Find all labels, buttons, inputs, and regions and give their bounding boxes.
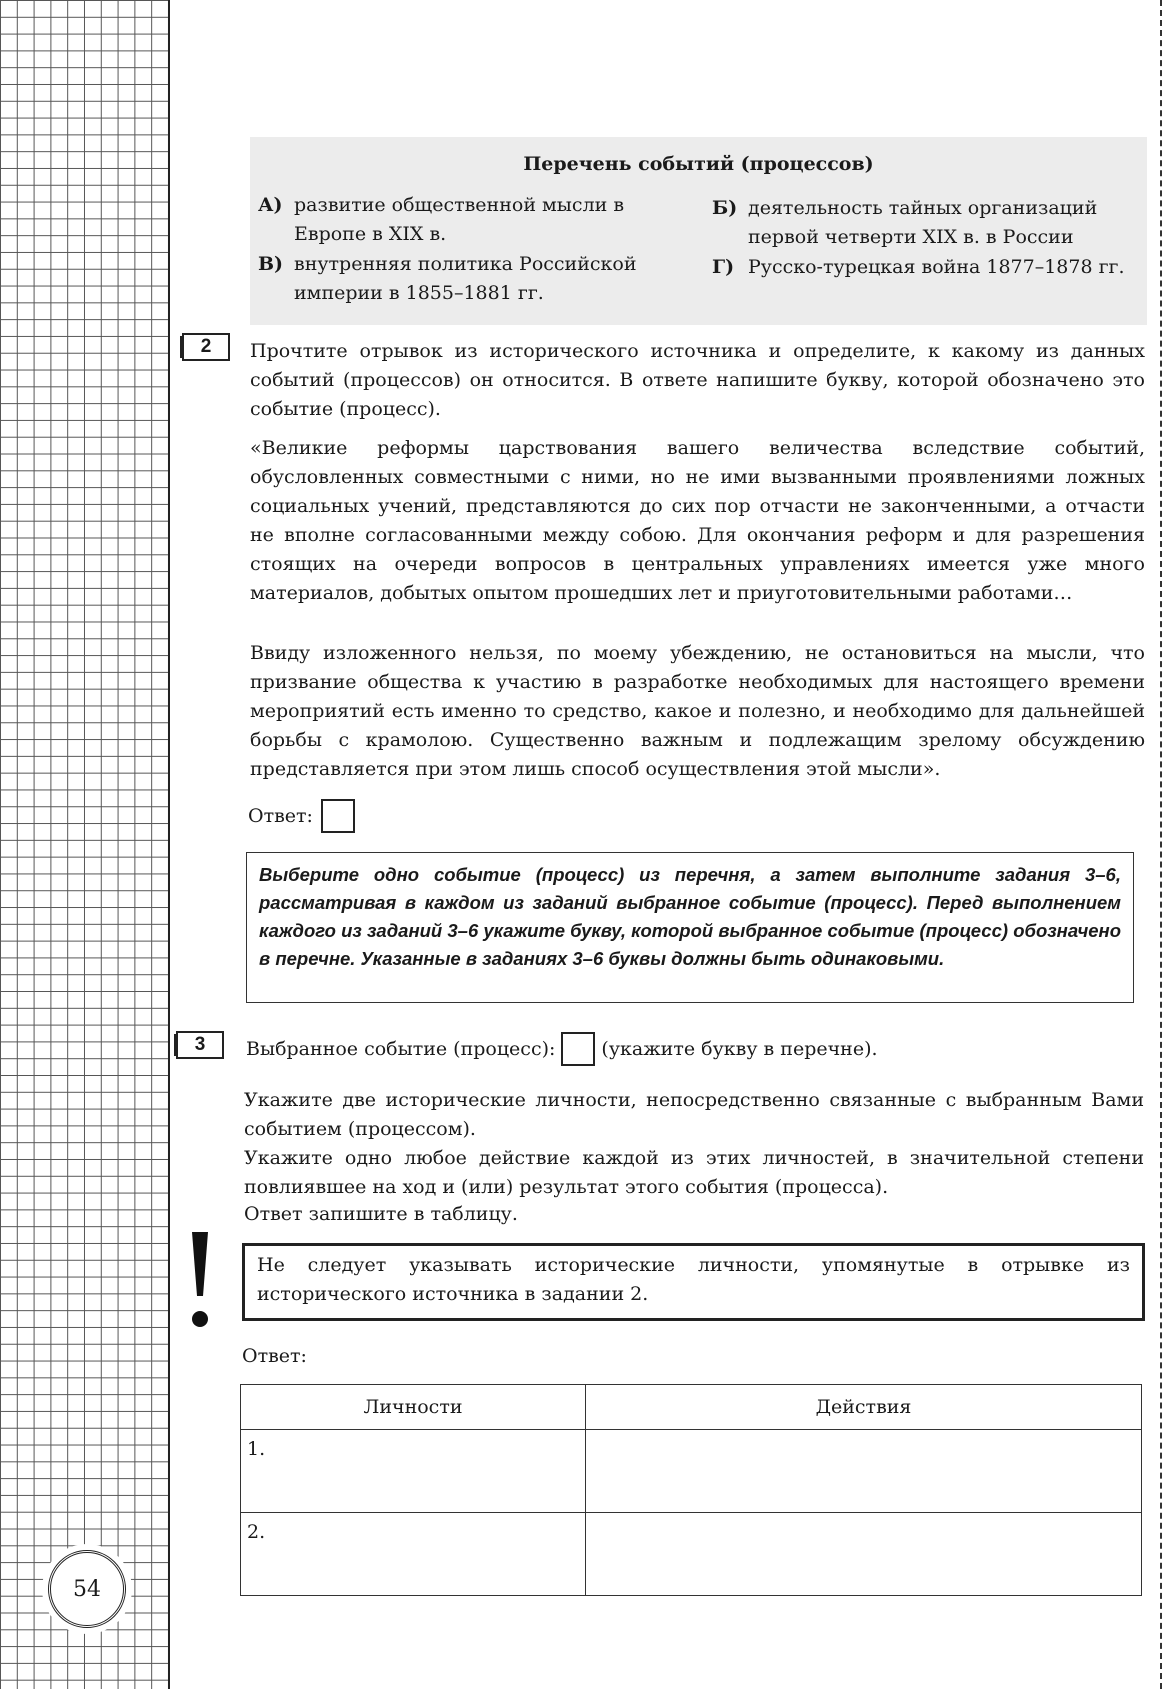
grid-margin bbox=[0, 0, 170, 1689]
table-row bbox=[241, 1430, 1142, 1513]
task3-prompt-p1: Укажите две исторические личности, непосредственно связанные с выбранным Вами событием (процессом). bbox=[244, 1089, 1144, 1140]
event-item-b: Б) деятельность тайных организаций первой четверти XIX в. в России bbox=[712, 197, 1098, 248]
task3-prompt-p3: Ответ запишите в таблицу. bbox=[244, 1203, 518, 1225]
table-cell-person-1[interactable]: 1. bbox=[241, 1430, 586, 1513]
cut-line bbox=[1160, 0, 1162, 1689]
exclamation-icon bbox=[186, 1232, 214, 1332]
task3-selected-box[interactable] bbox=[561, 1032, 595, 1066]
event-item-d: Г) Русско-турецкая война 1877–1878 гг. bbox=[712, 256, 1125, 278]
table-header-actions: Действия bbox=[586, 1385, 1142, 1430]
events-list bbox=[250, 137, 1147, 325]
task-number-2: 2 bbox=[182, 333, 230, 361]
table-header-persons: Личности bbox=[241, 1385, 586, 1430]
task3-selected-line: Выбранное событие (процесс): (укажите букву в перечне). bbox=[246, 1032, 1146, 1066]
warning-box: Не следует указывать исторические личности, упомянутые в отрывке из исторического источника в задании 2. bbox=[242, 1243, 1145, 1321]
task3-answer-label: Ответ: bbox=[242, 1345, 307, 1367]
answer-table bbox=[240, 1384, 1142, 1596]
task2-prompt: Прочтите отрывок из исторического источника и определите, к какому из данных событий (процессов) он относится. В ответе напишите букву, которой обозначено это событие (процесс). bbox=[250, 340, 1145, 420]
task2-answer-box[interactable] bbox=[321, 799, 355, 833]
page-number: 54 bbox=[48, 1550, 126, 1628]
table-row bbox=[241, 1513, 1142, 1596]
task2-quote-p2: Ввиду изложенного нельзя, по моему убеждению, не остановиться на мысли, что призвание общества к участию в разработке необходимых для настоящего времени мероприятий есть именно то средство, какое и полезно, и необходимо для дальнейшей борьбы с крамолою. Существенно важным и подлежащим зрелому обсуждению представляется при этом лишь способ осуществления этой мысли». bbox=[250, 642, 1145, 780]
event-item-a: А) развитие общественной мысли в Европе в XIX в. bbox=[258, 194, 625, 245]
task-number-3: 3 bbox=[176, 1031, 224, 1059]
task2-answer: Ответ: bbox=[248, 799, 355, 833]
events-list-title: Перечень событий (процессов) bbox=[523, 153, 874, 175]
task3-prompt-p2: Укажите одно любое действие каждой из этих личностей, в значительной степени повлиявшее на ход и (или) результат этого события (процесса). bbox=[244, 1147, 1144, 1198]
task2-quote-p1: «Великие реформы царствования вашего величества вследствие событий, обусловленных совместными с ними, но не ими вызванными проявлениями ложных социальных учений, представляются до сих пор отчасти не законченными, а отчасти не вполне согласованными между собою. Для окончания реформ и для разрешения стоящих на очереди вопросов в центральных управлениях имеется уже много материалов, добытых опытом прошедших лет и приуготовительными работами… bbox=[250, 437, 1145, 604]
event-item-c: В) внутренняя политика Российской империи в 1855–1881 гг. bbox=[258, 253, 637, 304]
table-cell-person-2[interactable]: 2. bbox=[241, 1513, 586, 1596]
table-cell-action-2[interactable] bbox=[586, 1513, 1142, 1596]
table-cell-action-1[interactable] bbox=[586, 1430, 1142, 1513]
instruction-box: Выберите одно событие (процесс) из перечня, а затем выполните задания 3–6, рассматривая в каждом из заданий выбранное событие (процесс). Перед выполнением каждого из заданий 3–6 укажите букву, которой выбранное событие (процесс) обозначено в перечне. Указанные в заданиях 3–6 буквы должны быть одинаковыми. bbox=[246, 852, 1134, 1003]
